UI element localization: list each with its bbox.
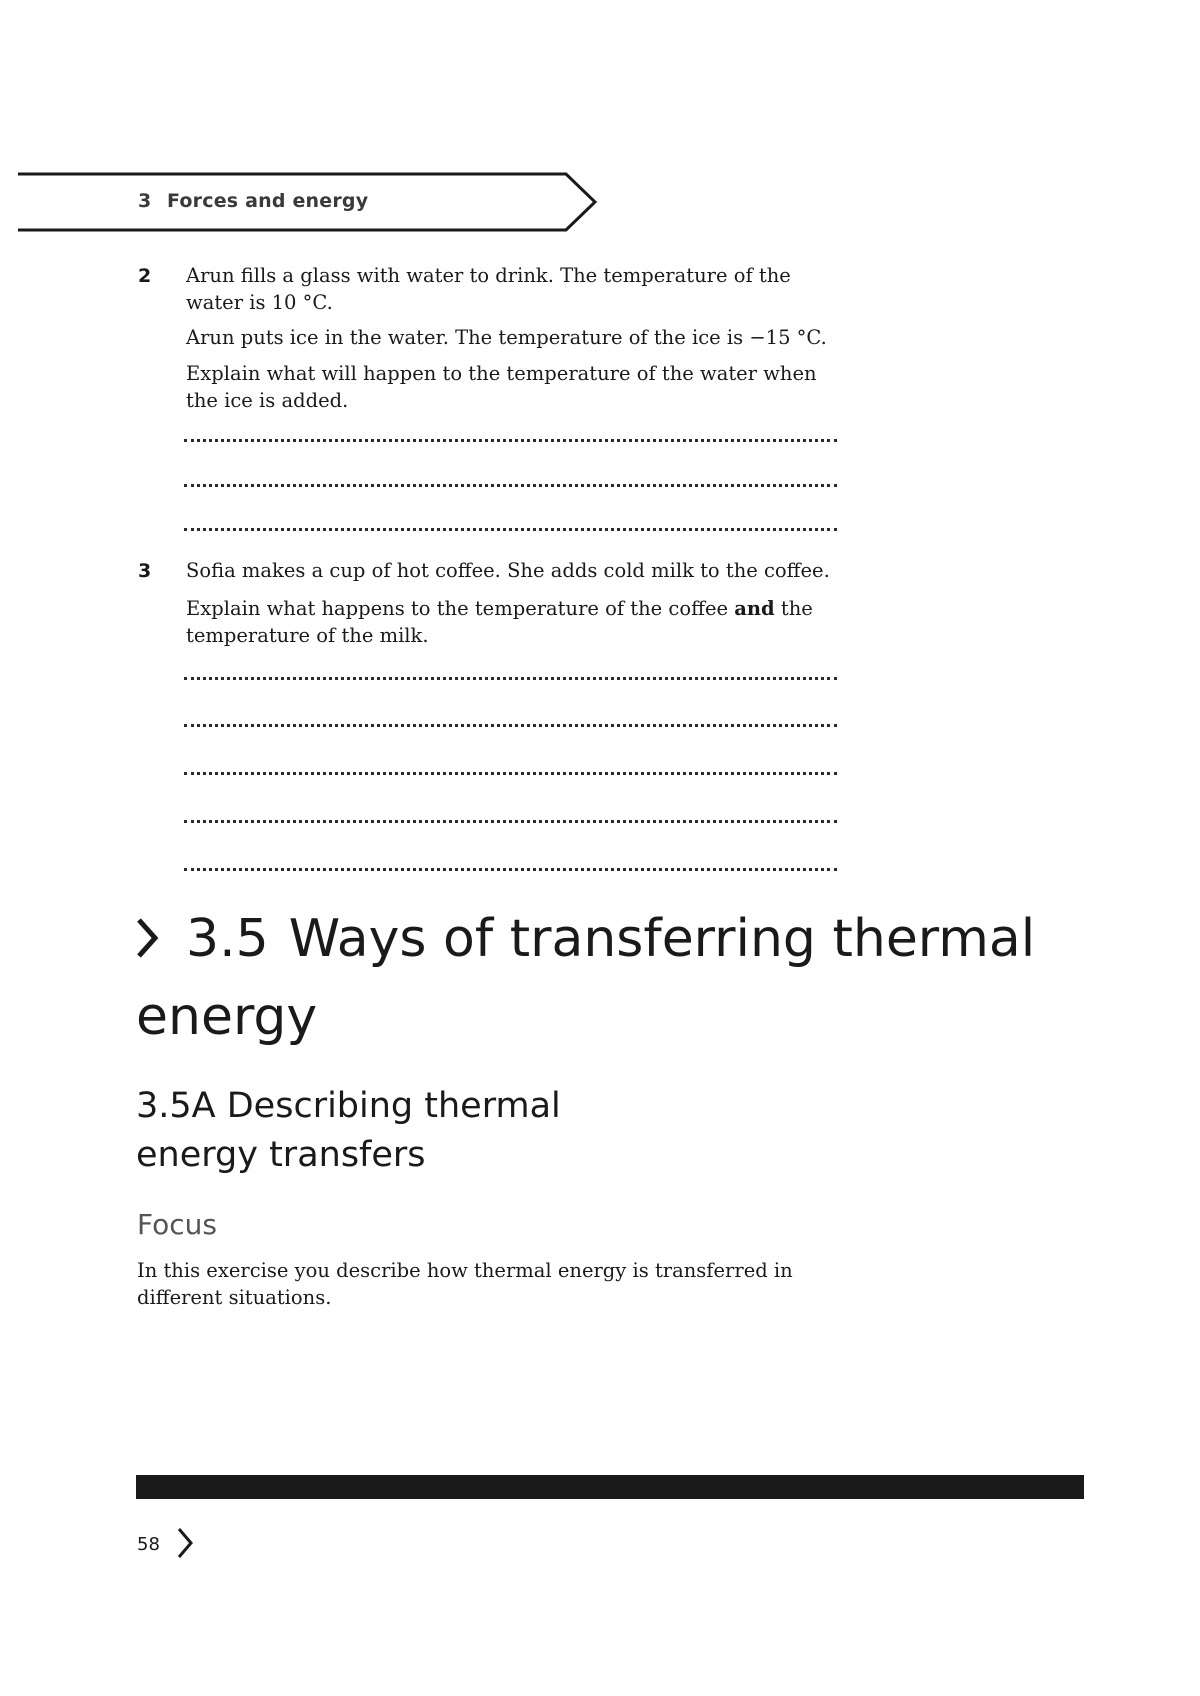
question-text-part: Explain what happens to the temperature of the coffee xyxy=(186,597,729,620)
focus-heading: Focus xyxy=(137,1208,217,1241)
answer-line[interactable] xyxy=(184,528,837,531)
question-number: 3 xyxy=(138,560,152,582)
emphasis-and: and xyxy=(734,597,775,620)
answer-line[interactable] xyxy=(184,484,837,487)
question-text xyxy=(186,595,846,649)
section-title xyxy=(136,900,1036,1056)
question-text-part: the temperature of the milk. xyxy=(186,597,813,647)
focus-text: In this exercise you describe how thermal energy is transferred in different situations. xyxy=(137,1259,793,1309)
answer-line[interactable] xyxy=(184,820,837,823)
answer-line[interactable] xyxy=(184,868,837,871)
question-text: Arun fills a glass with water to drink. The temperature of the water is 10 °C. xyxy=(186,264,791,314)
subsection-title: 3.5A Describing thermal energy transfers xyxy=(136,1086,561,1175)
chapter-number: 3 xyxy=(138,190,152,212)
question-text: Sofia makes a cup of hot coffee. She adds cold milk to the coffee. xyxy=(186,559,830,582)
section-number: 3.5 xyxy=(186,909,269,969)
answer-line[interactable] xyxy=(184,724,837,727)
question-text: Explain what will happen to the temperature of the water when the ice is added. xyxy=(186,362,817,412)
question-number: 2 xyxy=(138,265,152,287)
answer-line[interactable] xyxy=(184,677,837,680)
page-number: 58 xyxy=(137,1534,160,1555)
question-text: Arun puts ice in the water. The temperature of the ice is −15 °C. xyxy=(186,326,827,349)
chapter-title: Forces and energy xyxy=(167,190,369,212)
chevron-right-icon xyxy=(175,1526,195,1560)
answer-line[interactable] xyxy=(184,772,837,775)
answer-line[interactable] xyxy=(184,439,837,442)
footer-bar xyxy=(136,1475,1084,1499)
section-title-text: Ways of transferring thermal energy xyxy=(136,909,1036,1047)
